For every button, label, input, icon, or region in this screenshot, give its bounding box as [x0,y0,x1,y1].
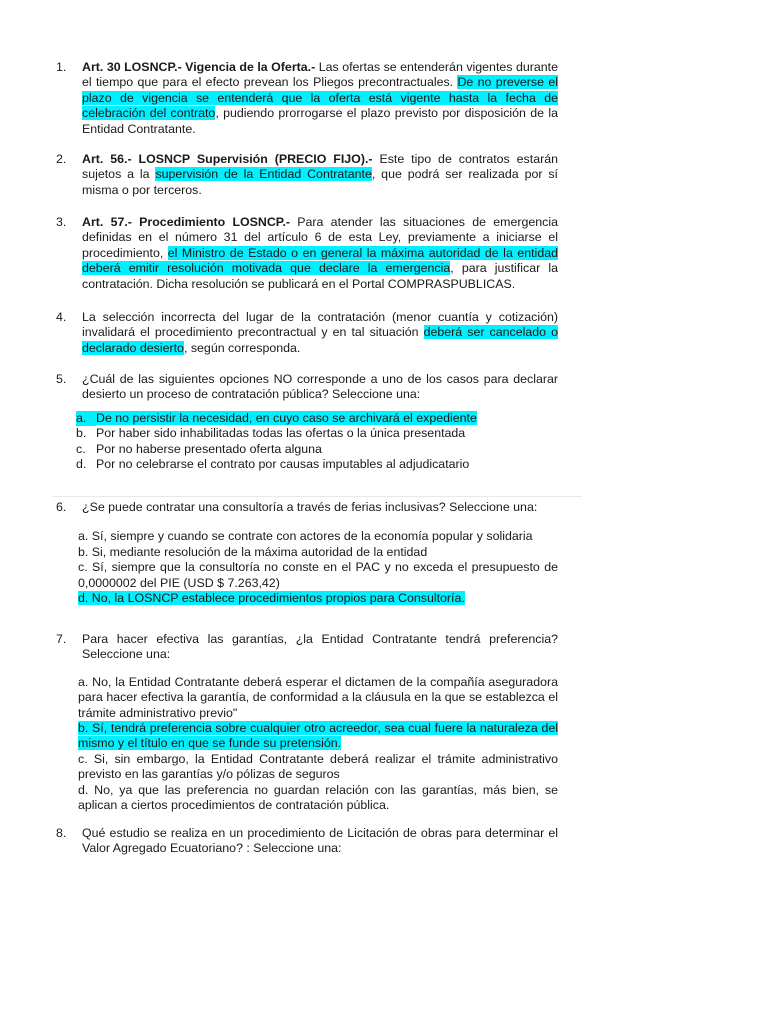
option-d[interactable] [78,591,558,606]
question-number: 3. [56,215,67,229]
highlighted-text: De no persistir la necesidad, en cuyo caso se archivará el expediente [96,410,477,425]
highlighted-text: el Ministro de Estado o en general la máxima autoridad de la entidad deberá emitir resolución motivada que declare la emergencia [82,245,558,276]
option-list [78,529,558,606]
option-b[interactable]: b. Por haber sido inhabilitadas todas las ofertas o la única presentada [76,426,466,441]
section-divider [52,496,582,497]
option-c[interactable]: c. Sí, siempre que la consultoría no conste en el PAC y no exceda el presupuesto de 0,0000002 del PIE (USD $ 7.263,42) [78,560,558,590]
option-b[interactable]: b. Si, mediante resolución de la máxima autoridad de la entidad [78,544,428,559]
question-number: 5. [56,372,67,386]
question-text: Para hacer efectiva las garantías, ¿la Entidad Contratante tendrá preferencia? Seleccione una: [82,632,558,662]
question-1 [56,60,558,137]
option-a[interactable]: a. Sí, siempre y cuando se contrate con actores de la economía popular y solidaria [78,529,533,544]
option-list [78,675,558,814]
question-8 [56,826,558,857]
question-7 [56,632,558,813]
highlighted-text: d. No, la LOSNCP establece procedimientos propios para Consultoría. [78,591,465,606]
option-c[interactable]: c. Si, sin embargo, la Entidad Contratante deberá realizar el trámite administrativo previsto en las garantías y/o pólizas de seguros [78,751,558,782]
option-d[interactable]: d. No, ya que las preferencia no guardan relación con las garantías, más bien, se aplican a ciertos procedimientos de contratación pública. [78,782,558,813]
highlighted-text: supervisión de la Entidad Contratante [155,167,372,182]
question-text: Qué estudio se realiza en un procedimiento de Licitación de obras para determinar el Valor Agregado Ecuatoriano? : Seleccione una: [82,826,558,856]
question-text: ¿Se puede contratar una consultoría a través de ferias inclusivas? Seleccione una: [82,500,538,514]
question-text: Art. 30 LOSNCP.- Vigencia de la Oferta.- Las ofertas se entenderán vigentes durante el tiempo que para el efecto prevean los Pliegos precontractuales. De no preverse el plazo de vigencia se entenderá que la oferta está vigente hasta la fecha de celebración del contrato, pudiendo prorrogarse el plazo previsto por disposición de la Entidad Contratante. [82,60,559,136]
option-d[interactable]: d. Por no celebrarse el contrato por causas imputables al adjudicatario [76,457,470,472]
question-number: 4. [56,310,67,324]
question-number: 8. [56,826,67,840]
question-text: La selección incorrecta del lugar de la contratación (menor cuantía y cotización) invalidará el procedimiento precontractual y en tal situación deberá ser cancelado o declarado desierto, según corresponda. [82,310,558,355]
question-text: Art. 57.- Procedimiento LOSNCP.- Para atender las situaciones de emergencia definidas en el número 31 del artículo 6 de esta Ley, previamente a iniciarse el procedimiento, el Ministro de Estado o en general la máxima autoridad de la entidad deberá emitir resolución motivada que declare la emergencia, para justificar la contratación. Dicha resolución se publicará en el Portal COMPRASPUBLICAS. [82,215,558,291]
question-number: 1. [56,60,67,74]
question-3 [56,215,558,292]
option-a[interactable]: a. De no persistir la necesidad, en cuyo caso se archivará el expediente [76,410,477,425]
question-number: 7. [56,632,67,646]
question-text: ¿Cuál de las siguientes opciones NO corresponde a uno de los casos para declarar desierto un proceso de contratación pública? Seleccione una: [82,372,558,402]
question-number: 6. [56,500,67,514]
option-a[interactable]: a. No, la Entidad Contratante deberá esperar el dictamen de la compañía aseguradora para hacer efectiva la garantía, de conformidad a la cláusula en la que se establezca el trámite administrativo previo" [78,674,558,720]
option-b[interactable] [78,721,558,752]
highlighted-text: De no preverse el plazo de vigencia se entenderá que la oferta está vigente hasta la fecha de celebración del contrato [82,75,558,121]
option-c[interactable]: c. Por no haberse presentado oferta alguna [76,441,322,456]
question-4 [56,310,558,356]
question-2 [56,152,558,198]
highlighted-text: b. Sí, tendrá preferencia sobre cualquier otro acreedor, sea cual fuere la naturaleza del mismo y el título en que se funde su pretensión. [78,721,558,751]
highlighted-text: deberá ser cancelado o declarado desierto [82,325,558,355]
question-text: Art. 56.- LOSNCP Supervisión (PRECIO FIJO).- Este tipo de contratos estarán sujetos a la supervisión de la Entidad Contratante, que podrá ser realizada por sí misma o por terceros. [82,152,558,197]
option-list [76,411,558,473]
question-6 [56,500,558,606]
question-number: 2. [56,152,67,166]
question-5 [56,372,558,472]
